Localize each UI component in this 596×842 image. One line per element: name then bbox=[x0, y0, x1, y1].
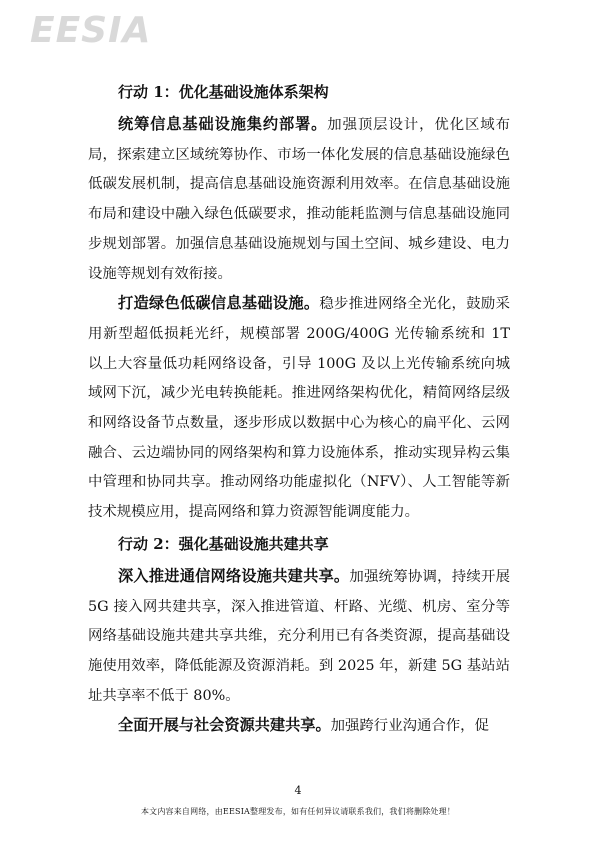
paragraph-lead: 统筹信息基础设施集约部署。 bbox=[118, 115, 328, 133]
paragraph-body: 加强统筹协调，持续开展 5G 接入网共建共享，深入推进管道、杆路、光缆、机房、室分等网络基础设施共建共享共维，充分利用已有各类资源，提高基础设施使用效率，降低能源及资源消耗。到 2025 年，新建 5G 基站站址共享率不低于 80%。 bbox=[88, 568, 510, 704]
paragraph-body: 加强跨行业沟通合作，促 bbox=[330, 718, 489, 735]
eesia-logo: EESIA bbox=[30, 10, 152, 51]
document-body bbox=[88, 80, 510, 742]
section-heading-action-2: 行动 2：强化基础设施共建共享 bbox=[118, 534, 329, 553]
section-heading-action-1: 行动 1：优化基础设施体系架构 bbox=[118, 83, 329, 101]
page-number: 4 bbox=[294, 784, 302, 797]
paragraph-lead: 深入推进通信网络设施共建共享。 bbox=[118, 566, 350, 585]
paragraph-body: 稳步推进网络全光化，鼓励采用新型超低损耗光纤，规模部署 200G/400G 光传输系统和 1T 以上大容量低功耗网络设备，引导 100G 及以上光传输系统向城域网下沉，减少光电转换能耗。推进网络架构优化，精简网络层级和网络设备节点数量，逐步形成以数据中心为核心的扁平化、云网融合、云边端协同的网络架构和算力设施体系，推动实现异构云集中管理和协同共享。推动网络功能虚拟化（NFV）、人工智能等新技术规模应用，提高网络和算力资源智能调度能力。 bbox=[88, 296, 510, 521]
footer-disclaimer: 本文内容来自网络，由EESIA整理发布，如有任何异议请联系我们，我们将删除处理！ bbox=[140, 807, 456, 816]
paragraph-lead: 全面开展与社会资源共建共享。 bbox=[118, 716, 331, 735]
paragraph-network-sharing bbox=[88, 562, 510, 712]
paragraph-social-resources bbox=[88, 711, 510, 742]
paragraph-body: 加强顶层设计，优化区域布局，探索建立区域统筹协作、市场一体化发展的信息基础设施绿色低碳发展机制，提高信息基础设施资源利用效率。在信息基础设施布局和建设中融入绿色低碳要求，推动能耗监测与信息基础设施同步规划部署。加强信息基础设施规划与国土空间、城乡建设、电力设施等规划有效衔接。 bbox=[88, 117, 510, 282]
paragraph-infrastructure-deployment bbox=[88, 110, 510, 289]
paragraph-green-infrastructure bbox=[88, 289, 510, 528]
paragraph-lead: 打造绿色低碳信息基础设施。 bbox=[118, 294, 320, 313]
